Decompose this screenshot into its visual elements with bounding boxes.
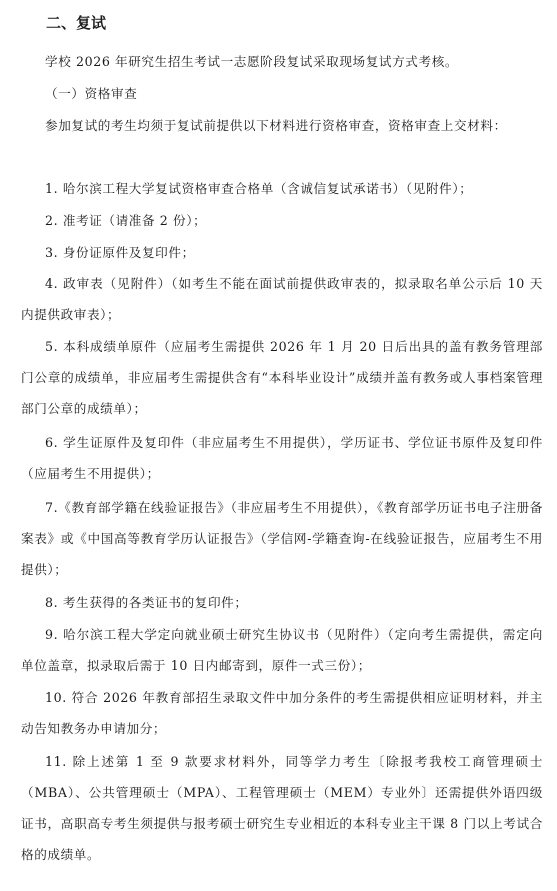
section-title: 二、复试 — [46, 14, 107, 32]
list-item-7: 7.《教育部学籍在线验证报告》（非应届考生不用提供），《教育部学历证书电子注册备案表》或《中国高等教育学历认证报告》（学信网-学籍查询-在线验证报告，应届考生不用提供）； — [21, 500, 543, 577]
subsection-title: （一）资格审查 — [45, 86, 138, 101]
list-item-11: 11. 除上述第 1 至 9 款要求材料外，同等学力考生〔除报考我校工商管理硕士（MBA）、公共管理硕士（MPA）、工程管理硕士（MEM）专业外〕还需提供外语四级证书，高职高专考生须提供与报考硕士研究生专业相近的本科专业主干课 8 门以上考试合格的成绩单。 — [21, 754, 543, 862]
list-item-8: 8. 考生获得的各类证书的复印件； — [45, 595, 248, 610]
list-item-1: 1. 哈尔滨工程大学复试资格审查合格单（含诚信复试承诺书）（见附件）； — [45, 181, 473, 196]
list-item-5: 5. 本科成绩单原件（应届考生需提供 2026 年 1 月 20 日后出具的盖有教务管理部门公章的成绩单，非应届考生需提供含有“本科毕业设计”成绩并盖有教务或人事档案管理部门公章的成绩单）； — [21, 339, 543, 416]
list-item-10: 10. 符合 2026 年教育部招生录取文件中加分条件的考生需提供相应证明材料，并主动告知教务办申请加分； — [21, 690, 543, 736]
list-item-2: 2. 准考证（请准备 2 份）； — [45, 213, 207, 228]
lead-paragraph: 参加复试的考生均须于复试前提供以下材料进行资格审查，资格审查上交材料： — [45, 118, 507, 133]
list-item-3: 3. 身份证原件及复印件； — [45, 245, 195, 260]
intro-paragraph: 学校 2026 年研究生招生考试一志愿阶段复试采取现场复试方式考核。 — [45, 54, 459, 69]
list-item-9: 9. 哈尔滨工程大学定向就业硕士研究生协议书（见附件）（定向考生需提供，需定向单位盖章，拟录取后需于 10 日内邮寄到，原件一式三份）； — [21, 627, 543, 673]
list-item-4: 4. 政审表（见附件）（如考生不能在面试前提供政审表的，拟录取名单公示后 10 天内提供政审表）； — [21, 276, 543, 322]
list-item-6: 6. 学生证原件及复印件（非应届考生不用提供），学历证书、学位证书原件及复印件（应届考生不用提供）； — [21, 435, 543, 481]
